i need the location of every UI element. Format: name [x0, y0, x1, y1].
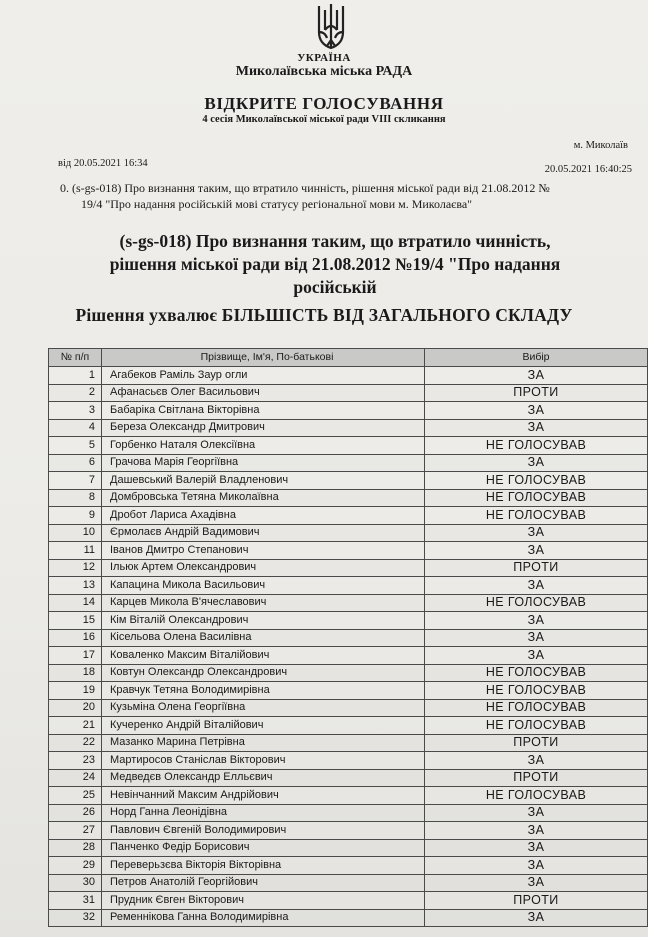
city-label: м. Миколаїв: [573, 140, 628, 151]
table-row: [49, 717, 648, 735]
deputy-name: Переверьзєва Вікторія Вікторівна: [102, 857, 425, 875]
deputy-name: Ременнікова Ганна Володимирівна: [102, 909, 425, 927]
deputy-name: Мартиросов Станіслав Вікторович: [102, 752, 425, 770]
vote-results-table: [48, 348, 648, 927]
row-number: 30: [49, 874, 102, 892]
table-row: [49, 454, 648, 472]
vote-choice: НЕ ГОЛОСУВАВ: [425, 699, 648, 717]
table-row: [49, 804, 648, 822]
table-row: [49, 577, 648, 595]
deputy-name: Іванов Дмитро Степанович: [102, 542, 425, 560]
vote-choice: ЗА: [425, 454, 648, 472]
column-header-name: Прізвище, Ім'я, По-батькові: [102, 349, 425, 367]
table-row: [49, 594, 648, 612]
vote-choice: ЗА: [425, 402, 648, 420]
row-number: 11: [49, 542, 102, 560]
table-row: [49, 402, 648, 420]
vote-choice: ЗА: [425, 857, 648, 875]
row-number: 25: [49, 787, 102, 805]
row-number: 24: [49, 769, 102, 787]
deputy-name: Ільюк Артем Олександрович: [102, 559, 425, 577]
vote-choice: НЕ ГОЛОСУВАВ: [425, 472, 648, 490]
row-number: 8: [49, 489, 102, 507]
question-summary-line: 0. (s-gs-018) Про визнання таким, що втратило чинність, рішення міської ради від 21.08.2012 №: [60, 181, 550, 195]
date-from: від 20.05.2021 16:34: [58, 158, 148, 169]
deputy-name: Ковтун Олександр Олександрович: [102, 664, 425, 682]
table-row: [49, 437, 648, 455]
vote-choice: ЗА: [425, 752, 648, 770]
deputy-name: Петров Анатолій Георгійович: [102, 874, 425, 892]
vote-choice: ЗА: [425, 629, 648, 647]
vote-choice: ЗА: [425, 874, 648, 892]
vote-choice: ЗА: [425, 419, 648, 437]
deputy-name: Панченко Федір Борисович: [102, 839, 425, 857]
deputy-name: Мазанко Марина Петрівна: [102, 734, 425, 752]
deputy-name: Капацина Микола Васильович: [102, 577, 425, 595]
table-row: [49, 857, 648, 875]
deputy-name: Павлович Євгеній Володимирович: [102, 822, 425, 840]
vote-choice: НЕ ГОЛОСУВАВ: [425, 507, 648, 525]
deputy-name: Бабаріка Світлана Вікторівна: [102, 402, 425, 420]
column-header-choice: Вибір: [425, 349, 648, 367]
question-summary-line: 19/4 "Про надання російській мові статусу регіональної мови м. Миколаєва": [81, 197, 473, 211]
vote-choice: НЕ ГОЛОСУВАВ: [425, 664, 648, 682]
row-number: 22: [49, 734, 102, 752]
vote-choice: ЗА: [425, 612, 648, 630]
table-row: [49, 489, 648, 507]
table-row: [49, 664, 648, 682]
council-name: Миколаївська міська РАДА: [235, 64, 413, 79]
question-heading: [40, 230, 630, 299]
row-number: 21: [49, 717, 102, 735]
vote-choice: ПРОТИ: [425, 734, 648, 752]
table-row: [49, 612, 648, 630]
row-number: 17: [49, 647, 102, 665]
column-header-number: № п/п: [49, 349, 102, 367]
vote-choice: ЗА: [425, 804, 648, 822]
table-row: [49, 787, 648, 805]
deputy-name: Грачова Марія Георгіївна: [102, 454, 425, 472]
table-row: [49, 734, 648, 752]
table-row: [49, 507, 648, 525]
row-number: 20: [49, 699, 102, 717]
row-number: 26: [49, 804, 102, 822]
deputy-name: Медведєв Олександр Елльєвич: [102, 769, 425, 787]
deputy-name: Кузьміна Олена Георгіївна: [102, 699, 425, 717]
trident-emblem-icon: [313, 2, 349, 52]
table-row: [49, 629, 648, 647]
row-number: 28: [49, 839, 102, 857]
vote-choice: ЗА: [425, 577, 648, 595]
deputy-name: Коваленко Максим Віталійович: [102, 647, 425, 665]
vote-choice: НЕ ГОЛОСУВАВ: [425, 594, 648, 612]
row-number: 31: [49, 892, 102, 910]
deputy-name: Кісельова Олена Василівна: [102, 629, 425, 647]
vote-choice: ПРОТИ: [425, 559, 648, 577]
vote-choice: НЕ ГОЛОСУВАВ: [425, 437, 648, 455]
vote-type-title: ВІДКРИТЕ ГОЛОСУВАННЯ: [204, 94, 444, 113]
row-number: 14: [49, 594, 102, 612]
deputy-name: Кравчук Тетяна Володимирівна: [102, 682, 425, 700]
deputy-name: Прудник Євген Вікторович: [102, 892, 425, 910]
row-number: 18: [49, 664, 102, 682]
question-heading-line: рішення міської ради від 21.08.2012 №19/4 "Про надання: [109, 254, 561, 274]
deputy-name: Горбенко Наталя Олексіївна: [102, 437, 425, 455]
row-number: 16: [49, 629, 102, 647]
table-row: [49, 384, 648, 402]
table-row: [49, 542, 648, 560]
row-number: 1: [49, 367, 102, 385]
vote-choice: НЕ ГОЛОСУВАВ: [425, 682, 648, 700]
deputy-name: Афанасьєв Олег Васильович: [102, 384, 425, 402]
session-label: 4 сесія Миколаївської міської ради VIII скликання: [202, 114, 446, 125]
deputy-name: Невінчанний Максим Андрійович: [102, 787, 425, 805]
table-row: [49, 752, 648, 770]
vote-choice: ПРОТИ: [425, 769, 648, 787]
row-number: 32: [49, 909, 102, 927]
decision-rule: Рішення ухвалює БІЛЬШІСТЬ ВІД ЗАГАЛЬНОГО СКЛАДУ: [75, 305, 573, 325]
table-row: [49, 682, 648, 700]
deputy-name: Єрмолаєв Андрій Вадимович: [102, 524, 425, 542]
row-number: 27: [49, 822, 102, 840]
date-timestamp: 20.05.2021 16:40:25: [544, 164, 632, 175]
question-heading-line: (s-gs-018) Про визнання таким, що втратило чинність,: [119, 231, 551, 251]
row-number: 10: [49, 524, 102, 542]
deputy-name: Кім Віталій Олександрович: [102, 612, 425, 630]
vote-choice: ЗА: [425, 909, 648, 927]
row-number: 2: [49, 384, 102, 402]
deputy-name: Агабеков Раміль Заур огли: [102, 367, 425, 385]
deputy-name: Домбровська Тетяна Миколаївна: [102, 489, 425, 507]
deputy-name: Дашевський Валерій Владленович: [102, 472, 425, 490]
vote-choice: ЗА: [425, 524, 648, 542]
vote-choice: ЗА: [425, 839, 648, 857]
row-number: 3: [49, 402, 102, 420]
row-number: 23: [49, 752, 102, 770]
vote-choice: ПРОТИ: [425, 892, 648, 910]
table-header-row: [49, 349, 648, 367]
row-number: 19: [49, 682, 102, 700]
vote-choice: ЗА: [425, 647, 648, 665]
vote-choice: ЗА: [425, 542, 648, 560]
table-row: [49, 367, 648, 385]
deputy-name: Дробот Лариса Ахадівна: [102, 507, 425, 525]
vote-choice: НЕ ГОЛОСУВАВ: [425, 489, 648, 507]
row-number: 9: [49, 507, 102, 525]
table-row: [49, 822, 648, 840]
row-number: 29: [49, 857, 102, 875]
vote-choice: ЗА: [425, 822, 648, 840]
country-label: УКРАЇНА: [297, 52, 351, 64]
table-row: [49, 647, 648, 665]
table-row: [49, 874, 648, 892]
table-row: [49, 699, 648, 717]
row-number: 5: [49, 437, 102, 455]
table-row: [49, 524, 648, 542]
vote-choice: НЕ ГОЛОСУВАВ: [425, 717, 648, 735]
deputy-name: Норд Ганна Леонідівна: [102, 804, 425, 822]
question-heading-line: російській: [293, 277, 377, 297]
row-number: 13: [49, 577, 102, 595]
row-number: 15: [49, 612, 102, 630]
row-number: 4: [49, 419, 102, 437]
table-row: [49, 419, 648, 437]
row-number: 12: [49, 559, 102, 577]
vote-choice: ЗА: [425, 367, 648, 385]
row-number: 6: [49, 454, 102, 472]
question-summary: [60, 180, 628, 212]
vote-choice: ПРОТИ: [425, 384, 648, 402]
deputy-name: Береза Олександр Дмитрович: [102, 419, 425, 437]
row-number: 7: [49, 472, 102, 490]
table-row: [49, 559, 648, 577]
table-row: [49, 769, 648, 787]
deputy-name: Карцев Микола В'ячеславович: [102, 594, 425, 612]
table-row: [49, 839, 648, 857]
vote-choice: НЕ ГОЛОСУВАВ: [425, 787, 648, 805]
deputy-name: Кучеренко Андрій Віталійович: [102, 717, 425, 735]
table-row: [49, 892, 648, 910]
table-row: [49, 909, 648, 927]
table-row: [49, 472, 648, 490]
